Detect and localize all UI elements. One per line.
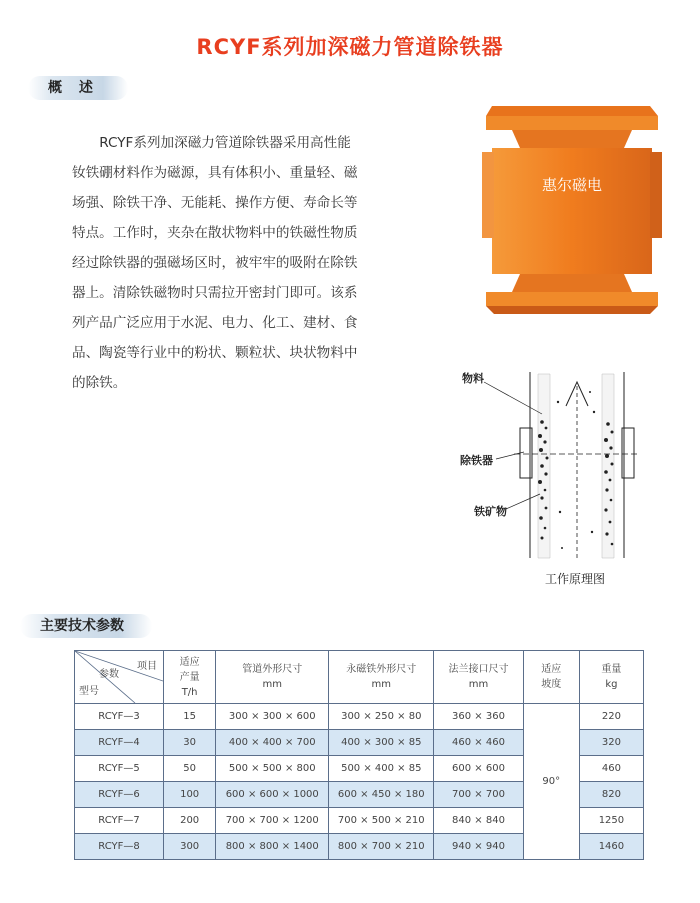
header-corner [75, 651, 164, 704]
cell-pipe: 600 × 600 × 1000 [216, 782, 329, 808]
cell-weight: 1250 [579, 808, 643, 834]
cell-magnet: 700 × 500 × 210 [329, 808, 434, 834]
header-capacity: 适应 产量 T/h [164, 651, 216, 704]
corner-param-label: 参数 [99, 669, 119, 680]
overview-paragraph: RCYF系列加深磁力管道除铁器采用高性能钕铁硼材料作为磁源，具有体积小、重量轻、磁场强、除铁干净、无能耗、操作方便、寿命长等特点。工作时，夹杂在散状物料中的铁磁性物质经过除铁器的强磁场区时，被牢牢的吸附在除铁器上。清除铁磁物时只需拉开密封门即可。该系列产品广泛应用于水泥、电力、化工、建材、食品、陶瓷等行业中的粉状、颗粒状、块状物料中的除铁。 [72, 135, 358, 391]
page-title: RCYF系列加深磁力管道除铁器 [196, 35, 504, 59]
overview-heading: 概 述 [28, 76, 128, 100]
label-iron-separator: 除铁器 [460, 454, 493, 467]
header-slope: 适应 坡度 [523, 651, 579, 704]
cell-weight: 220 [579, 704, 643, 730]
cell-magnet: 300 × 250 × 80 [329, 704, 434, 730]
cell-capacity: 15 [164, 704, 216, 730]
cell-flange: 460 × 460 [434, 730, 523, 756]
spec-table [74, 650, 644, 860]
header-magnet-size: 永磁铁外形尺寸 mm [329, 651, 434, 704]
cell-weight: 320 [579, 730, 643, 756]
cell-magnet: 500 × 400 × 85 [329, 756, 434, 782]
cell-weight: 820 [579, 782, 643, 808]
header-weight: 重量 kg [579, 651, 643, 704]
cell-pipe: 500 × 500 × 800 [216, 756, 329, 782]
label-iron-ore: 铁矿物 [474, 505, 507, 518]
cell-pipe: 300 × 300 × 600 [216, 704, 329, 730]
cell-model: RCYF—8 [75, 834, 164, 860]
cell-capacity: 30 [164, 730, 216, 756]
label-material: 物料 [462, 372, 484, 385]
working-principle-diagram [450, 362, 650, 592]
params-heading: 主要技术参数 [20, 614, 152, 638]
cell-flange: 940 × 940 [434, 834, 523, 860]
cell-pipe: 800 × 800 × 1400 [216, 834, 329, 860]
diagram-caption: 工作原理图 [545, 572, 606, 586]
cell-capacity: 300 [164, 834, 216, 860]
cell-model: RCYF—4 [75, 730, 164, 756]
cell-magnet: 400 × 300 × 85 [329, 730, 434, 756]
cell-pipe: 400 × 400 × 700 [216, 730, 329, 756]
cell-flange: 360 × 360 [434, 704, 523, 730]
cell-magnet: 600 × 450 × 180 [329, 782, 434, 808]
brand-label: 惠尔磁电 [541, 176, 603, 194]
cell-magnet: 800 × 700 × 210 [329, 834, 434, 860]
cell-capacity: 50 [164, 756, 216, 782]
cell-weight: 1460 [579, 834, 643, 860]
overview-text [72, 128, 362, 398]
cell-model: RCYF—6 [75, 782, 164, 808]
cell-capacity: 100 [164, 782, 216, 808]
cell-capacity: 200 [164, 808, 216, 834]
cell-pipe: 700 × 700 × 1200 [216, 808, 329, 834]
corner-item-label: 项目 [137, 661, 157, 672]
corner-model-label: 型号 [79, 686, 99, 697]
header-pipe-size: 管道外形尺寸 mm [216, 651, 329, 704]
cell-model: RCYF—7 [75, 808, 164, 834]
cell-model: RCYF—5 [75, 756, 164, 782]
table-header-row [75, 651, 644, 704]
product-image [482, 100, 662, 320]
cell-flange: 840 × 840 [434, 808, 523, 834]
cell-flange: 700 × 700 [434, 782, 523, 808]
table-row [75, 704, 644, 730]
header-flange-size: 法兰接口尺寸 mm [434, 651, 523, 704]
cell-slope: 90° [523, 704, 579, 860]
cell-flange: 600 × 600 [434, 756, 523, 782]
cell-weight: 460 [579, 756, 643, 782]
cell-model: RCYF—3 [75, 704, 164, 730]
